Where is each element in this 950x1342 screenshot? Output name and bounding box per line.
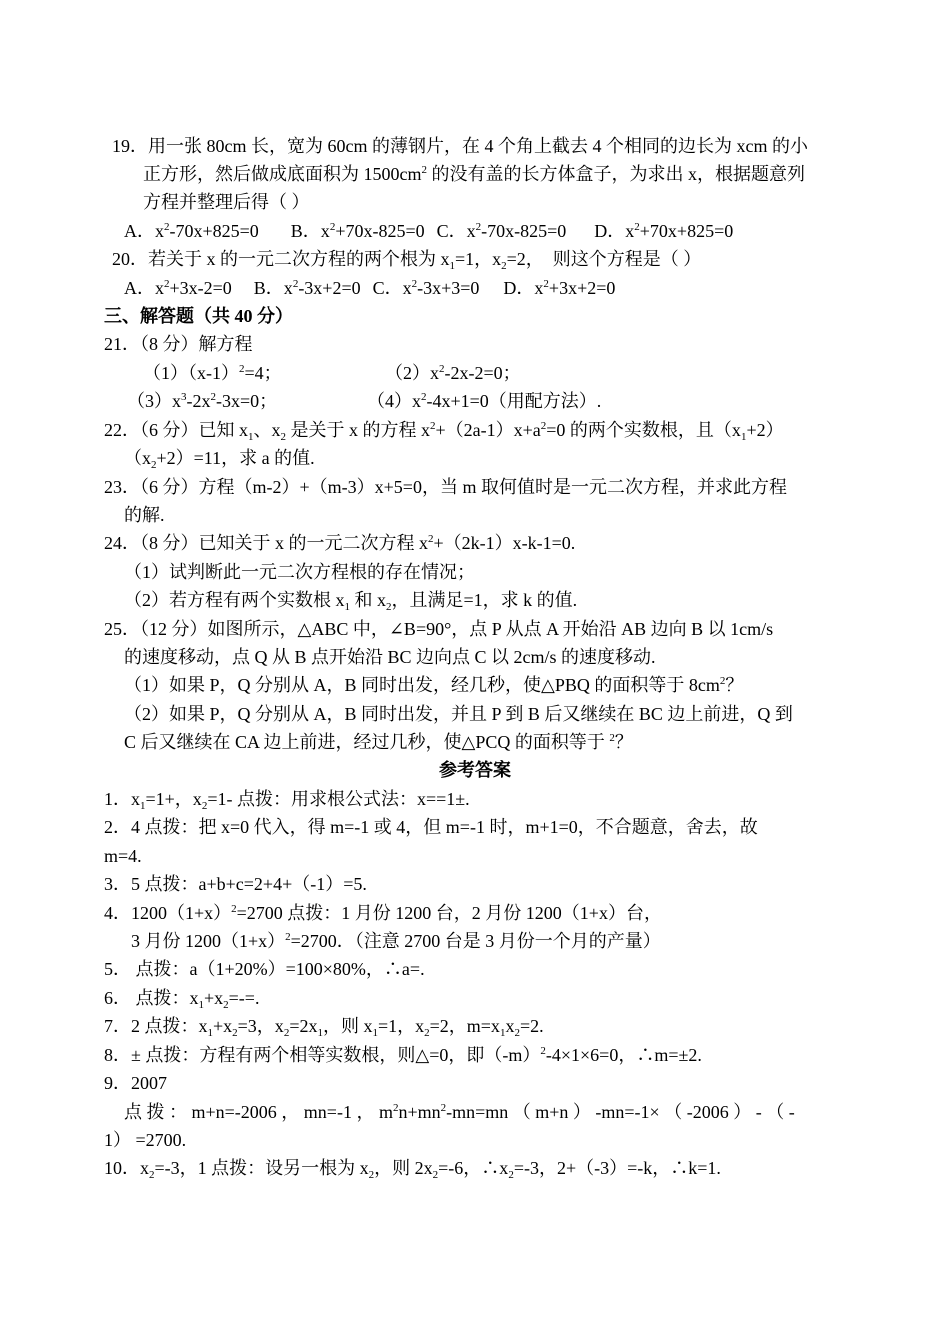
q25-line1: 25．（12 分）如图所示，△ABC 中，∠B=90°，点 P 从点 A 开始沿 AB 边向 B 以 1cm/s xyxy=(104,619,774,639)
q25-line5: C 后又继续在 CA 边上前进，经过几秒，使△PCQ 的面积等于 $^2$？ xyxy=(124,732,633,752)
answer-8: 8．± 点拨：方程有两个相等实数根，则△=0，即$(-m)^2-4\times 1\times 6=0$，∴m=±2. xyxy=(104,1045,702,1065)
answer-2-line2: m=4. xyxy=(104,846,142,866)
answer-6: 6． 点拨：$x_1+x_2=-=$. xyxy=(104,988,260,1011)
section-heading: 三、解答题（共 40 分） xyxy=(104,306,293,326)
q19-line3: 方程并整理后得（ ） xyxy=(143,192,310,212)
q21-part4: $(4)x^2-4x+1=0$（用配方法）. xyxy=(367,391,602,411)
answer-3: 3．5 点拨：a+b+c=2+4+（-1）=5. xyxy=(104,874,367,894)
answer-9-line3: 1） =2700. xyxy=(104,1130,187,1150)
q22-line2: $(x_2+2)=11$，求 a 的值. xyxy=(124,448,315,471)
q19-options: A．$x^2-70x+825=0$ B．$x^2+70x-825=0$ C．$x^2-70x-825=0$ D．$x^2+70x+825=0$ xyxy=(124,221,734,241)
answer-4-line2: 3 月份 $1200(1+x)^2=2700$．（注意 2700 台是 3 月份一个月的产量） xyxy=(131,931,661,951)
q23-line2: 的解. xyxy=(124,505,165,525)
q19-line2: 正方形，然后做成底面积为 $1500cm^2$ 的没有盖的长方体盒子，为求出 x，根据题意列 xyxy=(143,164,805,184)
q21-part3: $(3)x^3-2x^2-3x=0$； xyxy=(127,391,278,411)
answer-1: 1．$x_1=1+$，$x_2=1-$ 点拨：用求根公式法：x==1±. xyxy=(104,789,470,812)
q25-line2: 的速度移动，点 Q 从 B 点开始沿 BC 边向点 C 以 2cm/s 的速度移动. xyxy=(124,647,656,667)
q25-line4: （2）如果 P，Q 分别从 A，B 同时出发，并且 P 到 B 后又继续在 BC 边上前进，Q 到 xyxy=(124,704,793,724)
q21-part1: $(1)(x-1)^2=4$； xyxy=(143,363,282,383)
q21-part2: $(2)x^2-2x-2=0$； xyxy=(385,363,521,383)
q20-line1: 20．若关于 x 的一元二次方程的两个根为 $x_1=1$，$x_2=2$， 则这个方程是（ ） xyxy=(112,249,702,272)
answer-9-line2: 点 拨 ： m+n=-2006 ， mn=-1 ， $m^2n+mn^2-mn=mn$ （ m+n ） -mn=-1× （ -2006 ） - （ - xyxy=(124,1102,795,1122)
q20-options: A．$x^2+3x-2=0$ B．$x^2-3x+2=0$ C．$x^2-3x+3=0$ D．$x^2+3x+2=0$ xyxy=(124,278,616,298)
q23-line1: 23．（6 分）方程（m-2）+（m-3）x+5=0，当 m 取何值时是一元二次方程，并求此方程 xyxy=(104,477,787,497)
q24-line3: （2）若方程有两个实数根 $x_1$ 和 $x_2$，且满足=1，求 k 的值. xyxy=(124,590,578,613)
q21-head: 21．（8 分）解方程 xyxy=(104,334,253,354)
answer-10: 10．$x_2=-3$，1 点拨：设另一根为 $x_2$，则 $2x_2=-6$，$\therefore x_2=-3$，2+（-3）=-k，∴k=1. xyxy=(104,1158,721,1181)
answer-7: 7．2 点拨：$x_1+x_2=3$，$x_2=2x_1$，则 $x_1=1$，$x_2=2$，$m=x_1x_2=2$. xyxy=(104,1016,544,1039)
answer-9-line1: 9．2007 xyxy=(104,1073,167,1093)
q24-line1: 24．（8 分）已知关于 x 的一元二次方程 $x^2+(2k-1)x-k-1=0$. xyxy=(104,533,576,553)
q19-line1: 19．用一张 80cm 长，宽为 60cm 的薄钢片，在 4 个角上截去 4 个相同的边长为 xcm 的小 xyxy=(112,136,808,156)
q25-line3: （1）如果 P，Q 分别从 A，B 同时出发，经几秒，使△PBQ 的面积等于 $8cm^2$？ xyxy=(124,675,744,695)
answer-5: 5． 点拨：a（1+20%）=100×80%，∴a=. xyxy=(104,959,425,979)
q24-line2: （1）试判断此一元二次方程根的存在情况； xyxy=(124,562,475,582)
answer-4-line1: 4．$1200(1+x)^2=2700$ 点拨：1 月份 1200 台，2 月份 1200（1+x）台， xyxy=(104,903,662,923)
answer-2-line1: 2．4 点拨：把 x=0 代入，得 m=-1 或 4，但 m=-1 时，m+1=0，不合题意，舍去，故 xyxy=(104,817,758,837)
q22-line1: 22．（6 分）已知 $x_1$、$x_2$ 是关于 x 的方程 $x^2+(2a-1)x+a^2=0$ 的两个实数根，且$(x_1+2)$ xyxy=(104,420,784,443)
answers-title: 参考答案 xyxy=(439,760,511,780)
